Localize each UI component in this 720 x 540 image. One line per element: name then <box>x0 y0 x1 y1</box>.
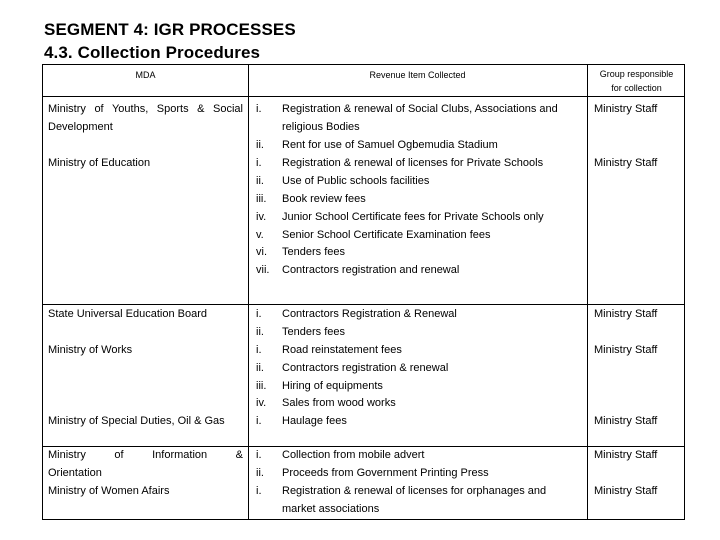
item-number: ii. <box>256 467 264 479</box>
mda-youths-sports-line2: Development <box>48 121 113 133</box>
revenue-item: Book review fees <box>282 193 366 205</box>
mda-information-line2: Orientation <box>48 467 102 479</box>
revenue-item: Tenders fees <box>282 246 345 258</box>
item-number: i. <box>256 485 262 497</box>
item-number: iv. <box>256 397 267 409</box>
revenue-item: Contractors Registration & Renewal <box>282 308 457 320</box>
group-responsible: Ministry Staff <box>594 485 658 497</box>
column-header-group: Group responsible for collection <box>599 69 674 93</box>
collection-procedures-table <box>42 64 685 520</box>
revenue-item: Contractors registration and renewal <box>282 264 460 276</box>
revenue-item: Contractors registration & renewal <box>282 362 449 374</box>
section-heading: 4.3. Collection Procedures <box>44 43 261 62</box>
mda-special-duties: Ministry of Special Duties, Oil & Gas <box>48 415 225 427</box>
revenue-item: Tenders fees <box>282 326 345 338</box>
revenue-item-line2: market associations <box>282 503 380 515</box>
group-responsible: Ministry Staff <box>594 103 658 115</box>
mda-education: Ministry of Education <box>48 157 151 169</box>
mda-subeb: State Universal Education Board <box>48 308 207 320</box>
item-number: iii. <box>256 380 267 392</box>
item-number: vii. <box>256 264 270 276</box>
item-number: i. <box>256 103 262 115</box>
item-number: ii. <box>256 362 264 374</box>
revenue-item: Registration & renewal of licenses for orphanages and <box>282 485 547 497</box>
group-responsible: Ministry Staff <box>594 415 658 427</box>
item-number: v. <box>256 229 264 241</box>
mda-youths-sports: Ministry of Youths, Sports & Social <box>48 103 243 115</box>
revenue-item: Road reinstatement fees <box>282 344 402 356</box>
header-divider <box>43 96 684 97</box>
group-responsible: Ministry Staff <box>594 344 658 356</box>
item-number: i. <box>256 344 262 356</box>
item-number: ii. <box>256 139 264 151</box>
column-header-mda: MDA <box>135 70 156 80</box>
mda-women-affairs: Ministry of Women Afairs <box>48 485 170 497</box>
item-number: iv. <box>256 211 267 223</box>
column-header-revenue: Revenue Item Collected <box>369 70 466 80</box>
segment-heading: SEGMENT 4: IGR PROCESSES <box>44 20 296 39</box>
revenue-item: Senior School Certificate Examination fees <box>282 229 491 241</box>
revenue-item: Use of Public schools facilities <box>282 175 430 187</box>
revenue-item: Registration & renewal of Social Clubs, Associations and <box>282 103 558 115</box>
group-responsible: Ministry Staff <box>594 308 658 320</box>
group-responsible: Ministry Staff <box>594 157 658 169</box>
revenue-item: Hiring of equipments <box>282 380 383 392</box>
revenue-item: Proceeds from Government Printing Press <box>282 467 489 479</box>
revenue-item: Junior School Certificate fees for Private Schools only <box>282 211 544 223</box>
mda-information: Ministry of Information & <box>48 449 243 461</box>
revenue-item: Rent for use of Samuel Ogbemudia Stadium <box>282 139 498 151</box>
revenue-item: Collection from mobile advert <box>282 449 425 461</box>
item-number: i. <box>256 157 262 169</box>
item-number: i. <box>256 308 262 320</box>
item-number: i. <box>256 449 262 461</box>
revenue-item-line2: religious Bodies <box>282 121 360 133</box>
revenue-item: Registration & renewal of licenses for Private Schools <box>282 157 544 169</box>
row-divider <box>43 304 684 305</box>
item-number: iii. <box>256 193 267 205</box>
column-divider <box>248 65 249 519</box>
item-number: i. <box>256 415 262 427</box>
mda-works: Ministry of Works <box>48 344 133 356</box>
item-number: ii. <box>256 326 264 338</box>
group-responsible: Ministry Staff <box>594 449 658 461</box>
item-number: ii. <box>256 175 264 187</box>
revenue-item: Sales from wood works <box>282 397 396 409</box>
revenue-item: Haulage fees <box>282 415 347 427</box>
item-number: vi. <box>256 246 267 258</box>
column-divider <box>587 65 588 519</box>
